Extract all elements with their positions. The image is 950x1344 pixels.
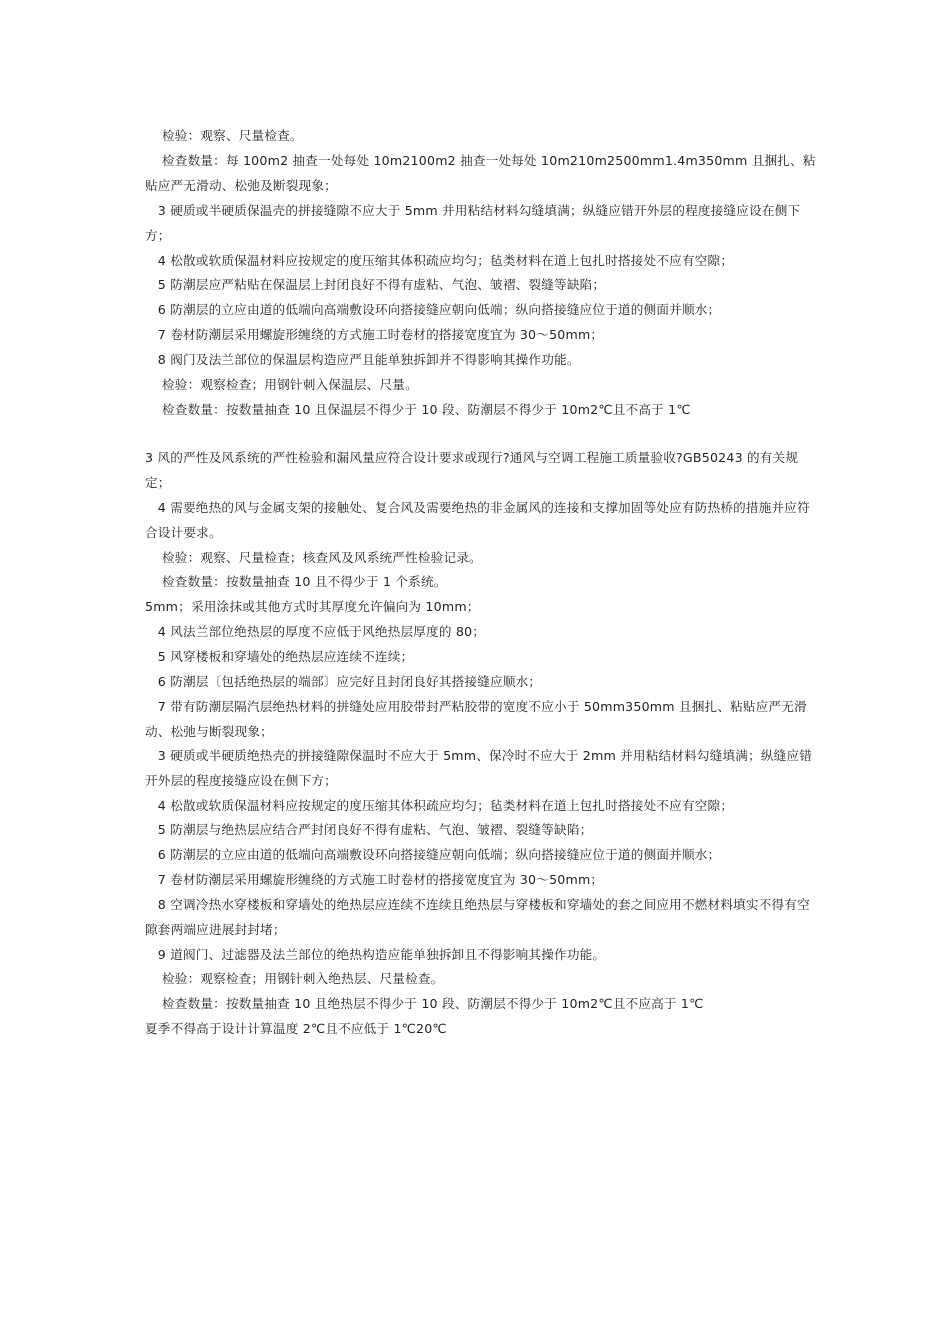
- paragraph: 6 防潮层〔包括绝热层的端部〕应完好且封闭良好其搭接缝应顺水；: [145, 674, 542, 689]
- paragraph: 7 卷材防潮层采用螺旋形缠绕的方式施工时卷材的搭接宽度宜为 30～50mm；: [145, 872, 604, 887]
- paragraph: 3 硬质或半硬质保温壳的拼接缝隙不应大于 5mm 并用粘结材料勾缝填满；纵缝应错开外层的程度接缝应设在侧下方；: [145, 203, 801, 243]
- paragraph: 4 松散或软质保温材料应按规定的度压缩其体积疏应均匀；毡类材料在道上包扎时搭接处不应有空隙；: [145, 253, 734, 268]
- paragraph: 8 阀门及法兰部位的保温层构造应严且能单独拆卸并不得影响其操作功能。: [145, 352, 580, 367]
- paragraph: 9 道阀门、过滤器及法兰部位的绝热构造应能单独拆卸且不得影响其操作功能。: [145, 947, 606, 962]
- paragraph: 检验：观察检查；用钢针刺入绝热层、尺量检查。: [145, 971, 444, 986]
- paragraph: 4 风法兰部位绝热层的厚度不应低于风绝热层厚度的 80；: [145, 624, 486, 639]
- paragraph: 7 卷材防潮层采用螺旋形缠绕的方式施工时卷材的搭接宽度宜为 30～50mm；: [145, 327, 604, 342]
- paragraph: 8 空调冷热水穿楼板和穿墙处的绝热层应连续不连续且绝热层与穿楼板和穿墙处的套之间应用不燃材料填实不得有空隙套两端应进展封封堵；: [145, 897, 810, 937]
- paragraph: 7 带有防潮层隔汽层绝热材料的拼缝处应用胶带封严粘胶带的宽度不应小于 50mm350mm 且捆扎、粘贴应严无滑动、松弛与断裂现象；: [145, 699, 807, 739]
- paragraph: 4 松散或软质保温材料应按规定的度压缩其体积疏应均匀；毡类材料在道上包扎时搭接处不应有空隙；: [145, 798, 734, 813]
- paragraph: 4 需要绝热的风与金属支架的接触处、复合风及需要绝热的非金属风的连接和支撑加固等处应有防热桥的措施并应符合设计要求。: [145, 500, 810, 540]
- paragraph: 检验：观察检查；用钢针刺入保温层、尺量。: [145, 377, 418, 392]
- paragraph: 夏季不得高于设计计算温度 2℃且不应低于 1℃20℃: [145, 1021, 447, 1036]
- paragraph: 检查数量：按数量抽查 10 且保温层不得少于 10 段、防潮层不得少于 10m2℃且不高于 1℃: [145, 402, 691, 417]
- paragraph: 检查数量：按数量抽查 10 且绝热层不得少于 10 段、防潮层不得少于 10m2℃且不应高于 1℃: [145, 996, 704, 1011]
- paragraph: 检查数量：按数量抽查 10 且不得少于 1 个系统。: [145, 574, 447, 589]
- paragraph: 6 防潮层的立应由道的低端向高端敷设环向搭接缝应朝向低端；纵向搭接缝应位于道的侧面并顺水；: [145, 302, 721, 317]
- paragraph: 5 风穿楼板和穿墙处的绝热层应连续不连续；: [145, 649, 414, 664]
- paragraph: 5mm；采用涂抹或其他方式时其厚度允许偏向为 10mm；: [145, 599, 480, 614]
- paragraph: 检验：观察、尺量检查。: [145, 128, 303, 143]
- paragraph: 6 防潮层的立应由道的低端向高端敷设环向搭接缝应朝向低端；纵向搭接缝应位于道的侧面并顺水；: [145, 847, 721, 862]
- paragraph: 3 硬质或半硬质绝热壳的拼接缝隙保温时不应大于 5mm、保冷时不应大于 2mm 并用粘结材料勾缝填满；纵缝应错开外层的程度接缝应设在侧下方；: [145, 748, 813, 788]
- paragraph: 5 防潮层应严粘贴在保温层上封闭良好不得有虚粘、气泡、皱褶、裂缝等缺陷；: [145, 277, 606, 292]
- paragraph: 检查数量：每 100m2 抽查一处每处 10m2100m2 抽查一处每处 10m210m2500mm1.4m350mm 且捆扎、粘贴应严无滑动、松弛及断裂现象；: [145, 153, 816, 193]
- paragraph: 5 防潮层与绝热层应结合严封闭良好不得有虚粘、气泡、皱褶、裂缝等缺陷；: [145, 822, 593, 837]
- paragraph: 3 风的严性及风系统的严性检验和漏风量应符合设计要求或现行?通风与空调工程施工质量验收?GB50243 的有关规定；: [145, 450, 799, 490]
- paragraph: 检验：观察、尺量检查；核查风及风系统严性检验记录。: [145, 550, 482, 565]
